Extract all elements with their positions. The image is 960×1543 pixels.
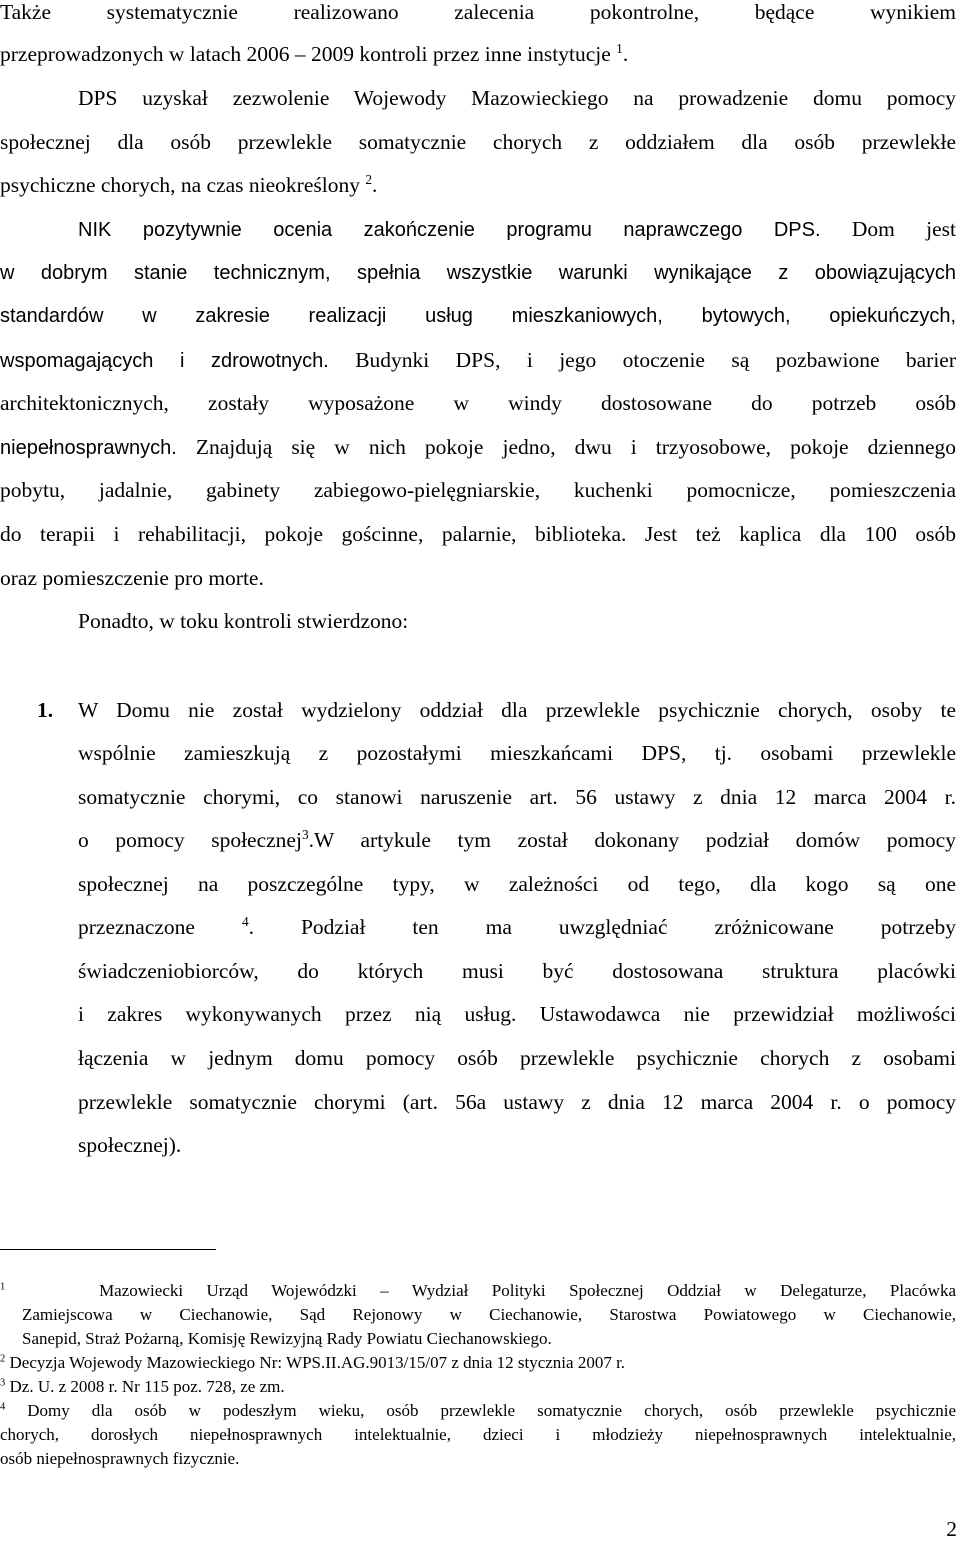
footnote-2: $^2$ Decyzja Wojewody Mazowieckiego Nr: WPS.II.AG.9013/15/07 z dnia 12 stycznia 2007 r. <box>0 1353 626 1372</box>
paragraph-3-line-1: NIK pozytywnie ocenia zakończenie programu naprawczego DPS. Dom jest <box>78 217 957 241</box>
paragraph-3-line-9: oraz pomieszczenie pro morte. <box>0 566 264 590</box>
footnote-ref-2[interactable]: 2 <box>365 171 373 187</box>
footnote-mark-3: 3 <box>0 1377 6 1389</box>
paragraph-1-line-2: przeprowadzonych w latach 2006 – 2009 kontroli przez inne instytucje $^1$. <box>0 40 629 66</box>
item-1-line-8: i zakres wykonywanych przez nią usług. Ustawodawca nie przewidział możliwości <box>78 1002 956 1026</box>
footnote-ref-4[interactable]: 4 <box>241 913 249 929</box>
nik-assessment: NIK pozytywnie ocenia zakończenie programu naprawczego DPS. <box>78 219 821 241</box>
paragraph-2-line-2: społecznej dla osób przewlekle somatycznie chorych z oddziałem dla osób przewlekłe <box>0 130 956 154</box>
paragraph-3-line-5: architektonicznych, zostały wyposażone w windy dostosowane do potrzeb osób <box>0 391 956 415</box>
paragraph-3-line-3: standardów w zakresie realizacji usług mieszkaniowych, bytowych, opiekuńczych, <box>0 305 956 327</box>
paragraph-3-line-6: niepełnosprawnych. Znajdują się w nich pokoje jedno, dwu i trzyosobowe, pokoje dziennego <box>0 435 957 459</box>
paragraph-1-line-1: Także systematycznie realizowano zalecenia pokontrolne, będące wynikiem <box>0 0 956 24</box>
footnote-4-line-1: $^4$ Domy dla osób w podeszłym wieku, osób przewlekle somatycznie chorych, osób przewlekle psychicznie <box>0 1401 957 1420</box>
paragraph-2-line-1: DPS uzyskał zezwolenie Wojewody Mazowieckiego na prowadzenie domu pomocy <box>78 86 956 110</box>
paragraph-2-line-3: psychiczne chorych, na czas nieokreślony $^2$. <box>0 171 378 197</box>
list-item-number: 1. <box>37 698 54 722</box>
paragraph-3-line-8: do terapii i rehabilitacji, pokoje gościnne, palarnie, biblioteka. Jest też kaplica dla 100 osób <box>0 522 956 546</box>
item-1-line-6: przeznaczone $^4$. Podział ten ma uwzględniać zróżnicowane potrzeby <box>78 913 957 939</box>
footnote-mark-4: 4 <box>0 1401 6 1413</box>
footnote-3: $^3$ Dz. U. z 2008 r. Nr 115 poz. 728, ze zm. <box>0 1377 285 1396</box>
item-1-line-2: wspólnie zamieszkują z pozostałymi mieszkańcami DPS, tj. osobami przewlekle <box>78 741 956 765</box>
footnote-mark-1: 1 <box>0 1281 6 1293</box>
paragraph-3-line-2: w dobrym stanie technicznym, spełnia wszystkie warunki wynikające z obowiązujących <box>0 262 956 284</box>
paragraph-3-line-4: wspomagających i zdrowotnych. Budynki DPS, i jego otoczenie są pozbawione barier <box>0 348 957 372</box>
footnote-1-line-3: Sanepid, Straż Pożarną, Komisję Rewizyjną Rady Powiatu Ciechanowskiego. <box>22 1329 552 1348</box>
footnote-mark-2: 2 <box>0 1353 6 1365</box>
paragraph-4: Ponadto, w toku kontroli stwierdzono: <box>78 609 409 633</box>
item-1-line-11: społecznej). <box>78 1133 182 1157</box>
footnote-1-line-2: Zamiejscowa w Ciechanowie, Sąd Rejonowy w Ciechanowie, Starostwa Powiatowego w Ciechanowie, <box>22 1305 956 1324</box>
item-1-line-4: o pomocy społecznej$^3$.W artykule tym został dokonany podział domów pomocy <box>78 826 956 852</box>
item-1-line-10: przewlekle somatycznie chorymi (art. 56a ustawy z dnia 12 marca 2004 r. o pomocy <box>78 1090 956 1114</box>
footnote-4-line-2: chorych, dorosłych niepełnosprawnych intelektualnie, dzieci i młodzieży niepełnosprawnych intelektualnie, <box>0 1425 956 1444</box>
page-number: 2 <box>946 1517 957 1541</box>
footnote-ref-1[interactable]: 1 <box>616 40 623 56</box>
item-1-line-3: somatycznie chorymi, co stanowi naruszenie art. 56 ustawy z dnia 12 marca 2004 r. <box>78 785 956 809</box>
item-1-line-9: łączenia w jednym domu pomocy osób przewlekle psychicznie chorych z osobami <box>78 1046 956 1070</box>
item-1-line-5: społecznej na poszczególne typy, w zależności od tego, dla kogo są one <box>78 872 956 896</box>
item-1-line-7: świadczeniobiorców, do których musi być dostosowana struktura placówki <box>78 959 956 983</box>
footnote-1-line-1: $^1$ Mazowiecki Urząd Wojewódzki – Wydział Polityki Społecznej Oddział w Delegaturze, Placówka <box>0 1281 957 1300</box>
paragraph-3-line-7: pobytu, jadalnie, gabinety zabiegowo-pielęgniarskie, kuchenki pomocnicze, pomieszczenia <box>0 478 956 502</box>
item-1-line-1: W Domu nie został wydzielony oddział dla przewlekle psychicznie chorych, osoby te <box>78 698 956 722</box>
footnote-4-line-3: osób niepełnosprawnych fizycznie. <box>0 1449 240 1468</box>
footnote-separator <box>0 1249 216 1250</box>
footnote-ref-3[interactable]: 3 <box>301 826 309 842</box>
